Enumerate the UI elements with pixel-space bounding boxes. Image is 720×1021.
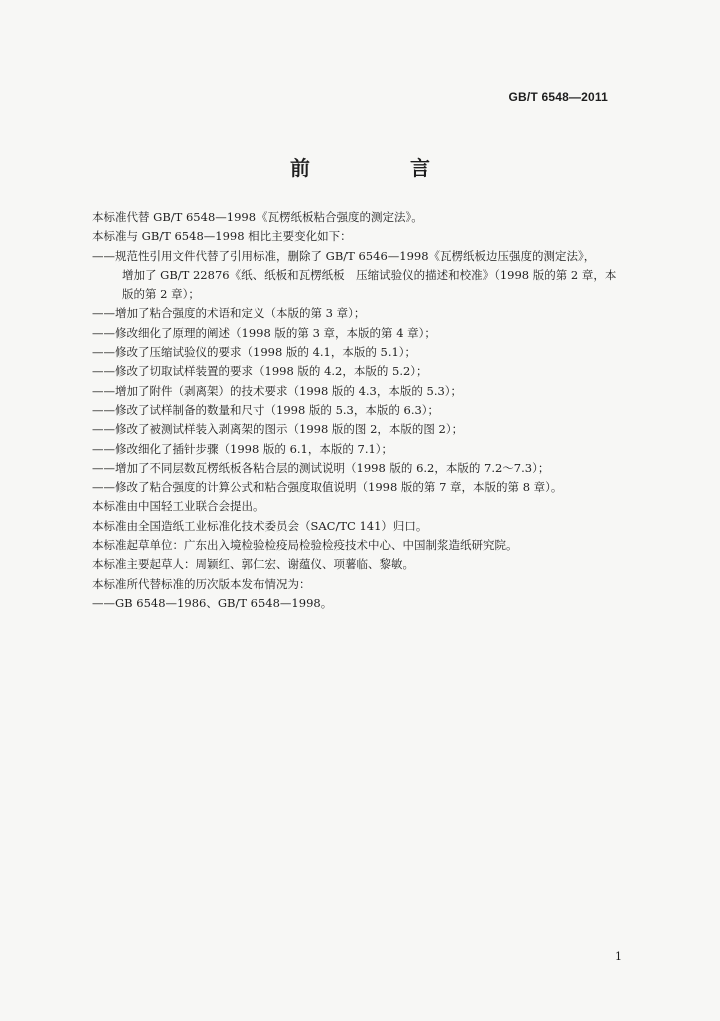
text-line: 本标准由全国造纸工业标准化技术委员会（SAC/TC 141）归口。 [92,518,428,533]
text-line: 本标准所代替标准的历次版本发布情况为： [92,576,311,591]
text-line: ——GB 6548—1986、GB/T 6548—1998。 [92,595,333,610]
text-line: ——修改了粘合强度的计算公式和粘合强度取值说明（1998 版的第 7 章，本版的第 8 章）。 [92,480,563,495]
standard-code: GB/T 6548—2011 [508,90,608,104]
text-line: ——增加了粘合强度的术语和定义（本版的第 3 章）； [92,306,366,321]
foreword-body [92,208,640,613]
text-line: ——修改了试样制备的数量和尺寸（1998 版的 5.3，本版的 6.3）； [92,402,440,417]
text-line: ——修改细化了插针步骤（1998 版的 6.1，本版的 7.1）； [92,441,394,456]
text-line: 本标准主要起草人：周颖红、郭仁宏、谢蕴仪、项薯临、黎敏。 [92,557,414,572]
page-title: 前 言 [290,156,470,180]
text-line: 版的第 2 章）； [122,287,200,302]
text-line: ——增加了附件（剥离架）的技术要求（1998 版的 4.3，本版的 5.3）； [92,383,463,398]
text-line: ——修改了被测试样装入剥离架的图示（1998 版的图 2，本版的图 2）； [92,422,464,437]
text-line: 本标准与 GB/T 6548—1998 相比主要变化如下： [92,229,352,244]
text-line: ——修改了切取试样装置的要求（1998 版的 4.2，本版的 5.2）； [92,364,428,379]
text-line: ——增加了不同层数瓦楞纸板各粘合层的测试说明（1998 版的 6.2，本版的 7.2～7.3）； [92,460,550,475]
text-line: ——规范性引用文件代替了引用标准，删除了 GB/T 6546—1998《瓦楞纸板边压强度的测定法》， [92,248,596,263]
text-line: ——修改了压缩试验仪的要求（1998 版的 4.1，本版的 5.1）； [92,345,417,360]
text-line: 本标准代替 GB/T 6548—1998《瓦楞纸板粘合强度的测定法》。 [92,210,423,224]
text-line: 增加了 GB/T 22876《纸、纸板和瓦楞纸板 压缩试验仪的描述和校准》（1998 版的第 2 章，本 [122,267,617,282]
page-number: 1 [615,950,622,963]
text-line: ——修改细化了原理的阐述（1998 版的第 3 章，本版的第 4 章）； [92,325,436,340]
text-line: 本标准起草单位：广东出入境检验检疫局检验检疫技术中心、中国制浆造纸研究院。 [92,538,518,553]
text-line: 本标准由中国轻工业联合会提出。 [92,499,265,514]
